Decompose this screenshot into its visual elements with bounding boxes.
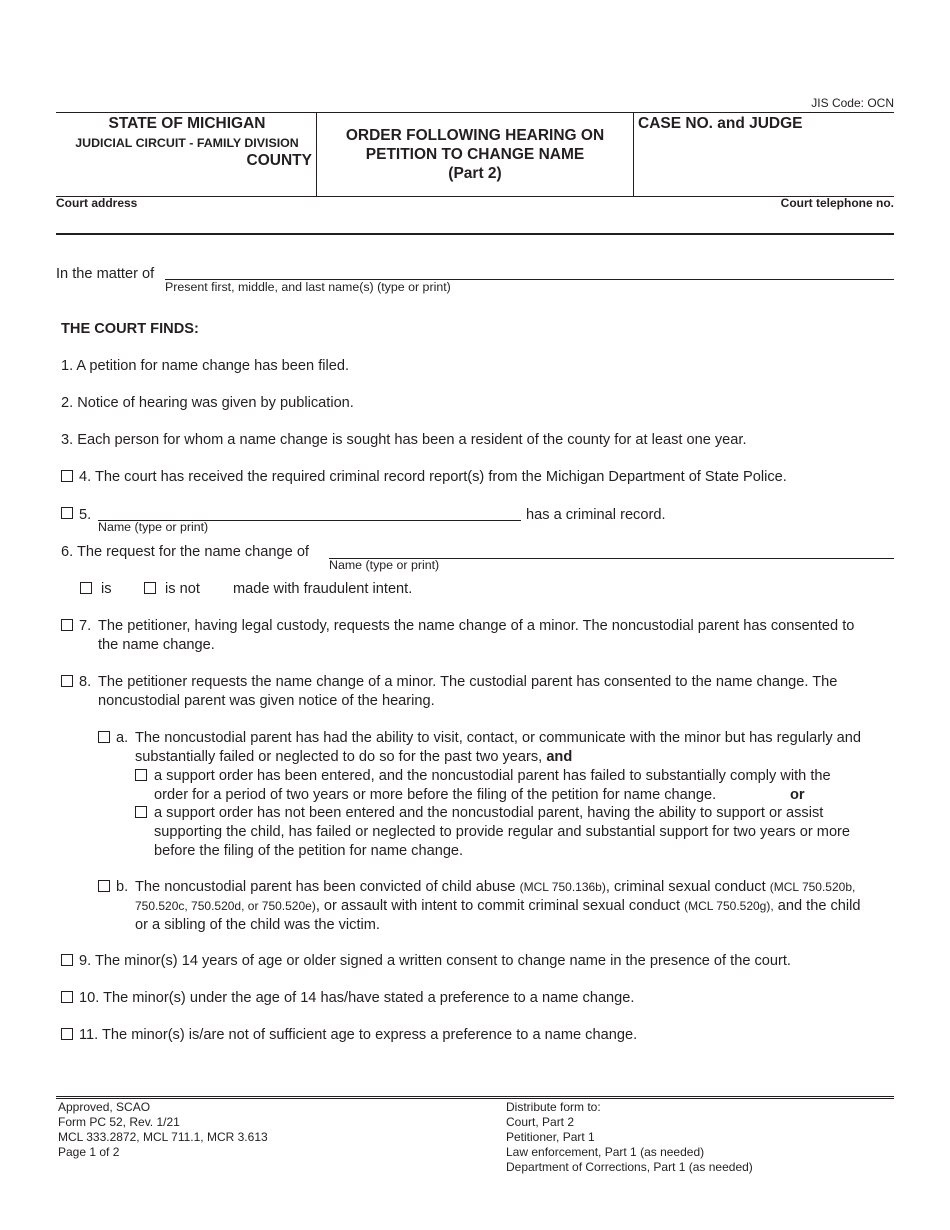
finding-5-suffix: has a criminal record. [526, 507, 666, 523]
footer-page-number: Page 1 of 2 [58, 1145, 120, 1159]
finding-2: 2. Notice of hearing was given by publication. [61, 395, 354, 411]
option-2-line-2: supporting the child, has failed or neglected to provide regular and substantial support for two years or more [154, 824, 851, 840]
footer-left [58, 1100, 268, 1160]
finding-4-checkbox[interactable] [61, 470, 73, 482]
court-telephone-label: Court telephone no. [780, 196, 894, 210]
finding-8b-text [135, 878, 905, 935]
matter-caption: Present first, middle, and last name(s) (type or print) [165, 280, 451, 294]
finding-5-caption: Name (type or print) [98, 520, 209, 534]
distribute-petitioner: Petitioner, Part 1 [506, 1130, 595, 1144]
jis-code: JIS Code: OCN [811, 96, 894, 110]
finding-9-checkbox[interactable] [61, 954, 73, 966]
header-divider-left [316, 112, 317, 196]
finding-8a-option-2-checkbox[interactable] [135, 806, 147, 818]
b-text-3: , or assault with intent to commit criminal sexual conduct [315, 898, 681, 914]
case-no-judge-label: CASE NO. and JUDGE [638, 115, 803, 132]
distribute-law-enforcement: Law enforcement, Part 1 (as needed) [506, 1145, 705, 1159]
title-line-1: ORDER FOLLOWING HEARING ON [345, 127, 605, 144]
finding-7-checkbox[interactable] [61, 619, 73, 631]
finding-7-number: 7. [79, 618, 92, 634]
form-title [318, 126, 632, 183]
matter-name-field[interactable] [165, 262, 894, 280]
name-change-of-field[interactable] [329, 541, 894, 559]
finding-7-text [98, 617, 854, 655]
footer-mcl: MCL 333.2872, MCL 711.1, MCR 3.613 [58, 1130, 268, 1144]
finding-8-text [98, 673, 837, 711]
finding-11-checkbox[interactable] [61, 1028, 73, 1040]
fraudulent-is-not-checkbox[interactable] [144, 582, 156, 594]
option-2-line-3: before the filing of the petition for name change. [154, 843, 464, 859]
footer-distribution [506, 1100, 753, 1175]
finding-8a-and: and [546, 749, 573, 765]
fraudulent-is-label: is [101, 581, 112, 597]
header-divider-right [633, 112, 634, 196]
b-text-4: and the child [777, 898, 861, 914]
finding-5-checkbox[interactable] [61, 507, 73, 519]
b-citation-3: (MCL 750.520g), [684, 899, 774, 913]
header-top-rule [56, 112, 894, 113]
footer-approved: Approved, SCAO [58, 1100, 151, 1114]
matter-label: In the matter of [56, 266, 155, 282]
finding-6-caption: Name (type or print) [329, 558, 440, 572]
finding-8b-line-3: or a sibling of the child was the victim. [135, 917, 380, 933]
judicial-circuit: JUDICIAL CIRCUIT - FAMILY DIVISION [75, 136, 299, 150]
finding-1: 1. A petition for name change has been filed. [61, 358, 350, 374]
b-citation-2a: (MCL 750.520b, [769, 880, 856, 894]
fraudulent-is-checkbox[interactable] [80, 582, 92, 594]
finding-8-number: 8. [79, 674, 92, 690]
court-finds-heading: THE COURT FINDS: [61, 321, 199, 337]
finding-10-checkbox[interactable] [61, 991, 73, 1003]
finding-8a-number: a. [116, 730, 129, 746]
finding-8-checkbox[interactable] [61, 675, 73, 687]
footer-form-number: Form PC 52, Rev. 1/21 [58, 1115, 180, 1129]
b-text-2: , criminal sexual conduct [605, 879, 766, 895]
finding-6-label: 6. The request for the name change of [61, 544, 309, 560]
title-line-2: PETITION TO CHANGE NAME [365, 146, 585, 163]
finding-8a-option-1 [154, 767, 831, 805]
court-address-label: Court address [56, 196, 138, 210]
finding-7-line-1: The petitioner, having legal custody, requests the name change of a minor. The noncustodial parent has consented to [98, 618, 855, 634]
distribute-court: Court, Part 2 [506, 1115, 575, 1129]
state-of-michigan: STATE OF MICHIGAN [108, 115, 266, 132]
finding-8b-checkbox[interactable] [98, 880, 110, 892]
finding-8a-text [135, 729, 861, 767]
finding-8b-number: b. [116, 879, 129, 895]
criminal-record-name-field[interactable] [98, 503, 521, 521]
finding-8-line-2: noncustodial parent was given notice of the hearing. [98, 693, 435, 709]
finding-9: 9. The minor(s) 14 years of age or older signed a written consent to change name in the presence of the court. [79, 953, 791, 969]
finding-8a-line-2-text: substantially failed or neglected to do so for the past two years, [135, 749, 543, 765]
title-line-3: (Part 2) [448, 165, 502, 182]
county-label: COUNTY [246, 152, 312, 169]
option-1-line-2: order for a period of two years or more before the filing of the petition for name change. [154, 787, 717, 803]
option-2-line-1: a support order has not been entered and the noncustodial parent, having the ability to support or assist [154, 805, 824, 821]
finding-8b-line-1 [135, 878, 905, 897]
header-bottom-rule [56, 196, 894, 197]
finding-8a-checkbox[interactable] [98, 731, 110, 743]
finding-5-number: 5. [79, 507, 92, 523]
finding-4: 4. The court has received the required criminal record report(s) from the Michigan Department of State Police. [79, 469, 787, 485]
footer-rule-2 [56, 1098, 894, 1099]
finding-8a-line-1: The noncustodial parent has had the ability to visit, contact, or communicate with the minor but has regularly and [135, 730, 862, 746]
b-citation-2b: 750.520c, 750.520d, or 750.520e) [135, 899, 316, 913]
finding-8a-option-1-checkbox[interactable] [135, 769, 147, 781]
b-text-1: The noncustodial parent has been convicted of child abuse [135, 879, 516, 895]
distribute-corrections: Department of Corrections, Part 1 (as needed) [506, 1160, 753, 1174]
option-1-line-1: a support order has been entered, and the noncustodial parent has failed to substantially comply with the [154, 768, 831, 784]
finding-8-line-1: The petitioner requests the name change of a minor. The custodial parent has consented to the name change. The [98, 674, 838, 690]
footer-rule-1 [56, 1096, 894, 1097]
b-citation-1: (MCL 750.136b) [519, 880, 606, 894]
finding-8a-option-2 [154, 804, 850, 861]
finding-10: 10. The minor(s) under the age of 14 has/have stated a preference to a name change. [79, 990, 635, 1006]
finding-3: 3. Each person for whom a name change is sought has been a resident of the county for at least one year. [61, 432, 747, 448]
fraudulent-is-not-label: is not [165, 581, 200, 597]
finding-7-line-2: the name change. [98, 637, 215, 653]
finding-8a-or: or [790, 787, 805, 803]
distribute-label: Distribute form to: [506, 1100, 601, 1114]
court-address-rule [56, 233, 894, 235]
finding-6-suffix: made with fraudulent intent. [233, 581, 413, 597]
finding-8b-line-2 [135, 897, 905, 916]
finding-8a-line-2 [135, 748, 861, 767]
finding-11: 11. The minor(s) is/are not of sufficient age to express a preference to a name change. [79, 1027, 638, 1043]
